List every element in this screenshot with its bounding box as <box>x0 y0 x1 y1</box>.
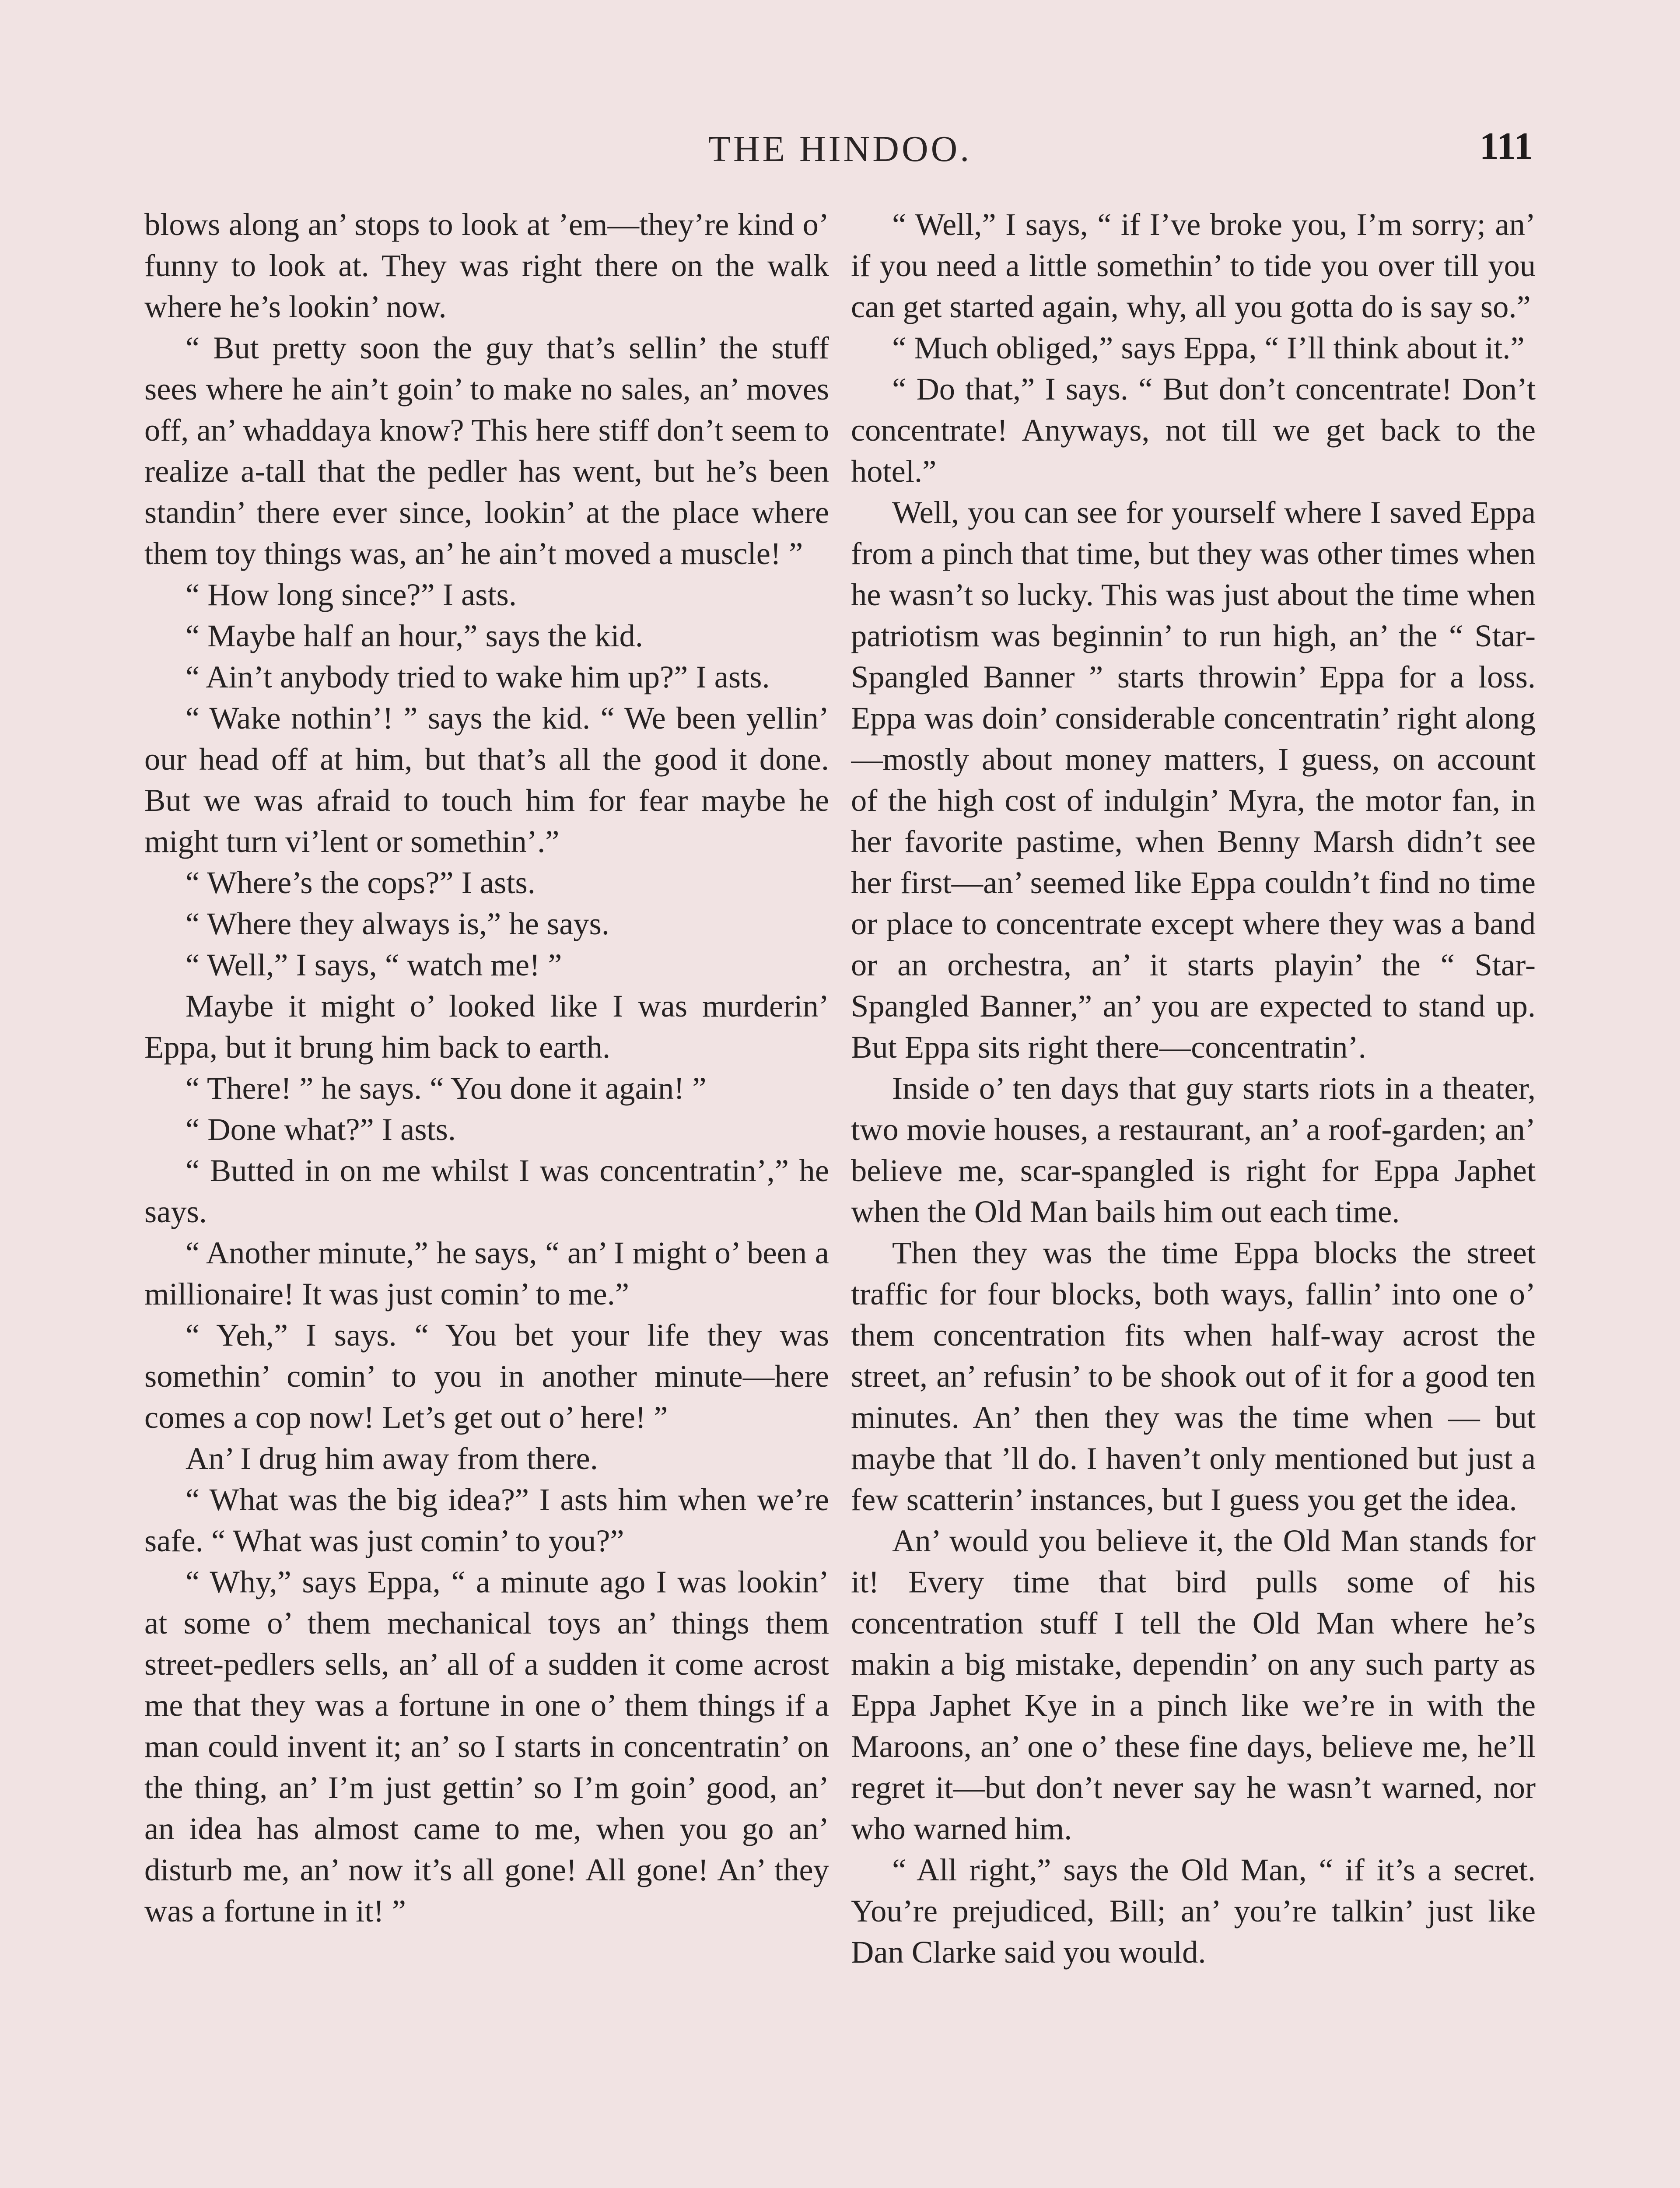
paragraph: “ Maybe half an hour,” says the kid. <box>186 618 644 653</box>
paragraph: “ Well,” I says, “ if I’ve broke you, I’m sorry; an’ if you need a little somethin’ to tide you over till you can get started again, why, all you gotta do is say so.” <box>851 207 1536 324</box>
right-column <box>851 204 1536 2188</box>
paragraph: An’ would you believe it, the Old Man stands for it! Every time that bird pulls some of his concentration stuff I tell the Old Man where he’s makin a big mistake, dependin’ on any such party as Eppa Japhet Kye in a pinch like we’re in with the Maroons, an’ one o’ these fine days, believe me, he’ll regret it—but don’t never say he wasn’t warned, nor who warned him. <box>851 1523 1536 1846</box>
paragraph: “ Done what?” I asts. <box>186 1112 456 1147</box>
paragraph: “ Well,” I says, “ watch me! ” <box>186 947 562 982</box>
paragraph: blows along an’ stops to look at ’em—they’re kind o’ funny to look at. They was right there on the walk where he’s lookin’ now. <box>144 207 829 324</box>
paragraph: “ Another minute,” he says, “ an’ I might o’ been a millionaire! It was just comin’ to me.” <box>144 1235 829 1311</box>
paragraph: Maybe it might o’ looked like I was murderin’ Eppa, but it brung him back to earth. <box>144 988 829 1065</box>
paragraph: “ But pretty soon the guy that’s sellin’ the stuff sees where he ain’t goin’ to make no sales, an’ moves off, an’ whaddaya know? This here stiff don’t seem to realize a-tall that the pedler has went, but he’s been standin’ there ever since, lookin’ at the place where them toy things was, an’ he ain’t moved a muscle! ” <box>144 330 829 571</box>
paragraph: Then they was the time Eppa blocks the street traffic for four blocks, both ways, fallin’ into one o’ them concentration fits when half-way acrost the street, an’ refusin’ to be shook out of it for a good ten minutes. An’ then they was the time when — but maybe that ’ll do. I haven’t only mentioned but just a few scatterin’ instances, but I guess you get the idea. <box>851 1235 1536 1517</box>
paragraph: Inside o’ ten days that guy starts riots in a theater, two movie houses, a restaurant, an’ a roof-garden; an’ believe me, scar-spangled is right for Eppa Japhet when the Old Man bails him out each time. <box>851 1070 1536 1229</box>
paragraph: “ Where’s the cops?” I asts. <box>186 865 536 900</box>
paragraph: “ Much obliged,” says Eppa, “ I’ll think about it.” <box>892 330 1525 365</box>
left-column <box>144 204 829 2188</box>
paragraph: “ Wake nothin’! ” says the kid. “ We been yellin’ our head off at him, but that’s all the good it done. But we was afraid to touch him for fear maybe he might turn vi’lent or somethin’.” <box>144 700 829 859</box>
paragraph: “ Yeh,” I says. “ You bet your life they was somethin’ comin’ to you in another minute—here comes a cop now! Let’s get out o’ here! ” <box>144 1317 829 1435</box>
paragraph: “ What was the big idea?” I asts him when we’re safe. “ What was just comin’ to you?” <box>144 1482 829 1558</box>
paragraph: “ All right,” says the Old Man, “ if it’s a secret. You’re prejudiced, Bill; an’ you’re talkin’ just like Dan Clarke said you would. <box>851 1852 1536 1970</box>
paragraph: Well, you can see for yourself where I saved Eppa from a pinch that time, but they was other times when he wasn’t so lucky. This was just about the time when patriotism was beginnin’ to run high, an’ the “ Star-Spangled Banner ” starts throwin’ Eppa for a loss. Eppa was doin’ considerable concentratin’ right along—mostly about money matters, I guess, on account of the high cost of indulgin’ Myra, the motor fan, in her favorite pastime, when Benny Marsh didn’t see her first—an’ seemed like Eppa couldn’t find no time or place to concentrate except where they was a band or an orchestra, an’ it starts playin’ the “ Star-Spangled Banner,” an’ you are expected to stand up. But Eppa sits right there—concentratin’. <box>851 494 1536 1065</box>
paragraph: “ Ain’t anybody tried to wake him up?” I asts. <box>186 659 770 694</box>
paragraph: “ How long since?” I asts. <box>186 577 517 612</box>
paragraph: “ Why,” says Eppa, “ a minute ago I was lookin’ at some o’ them mechanical toys an’ things them street-pedlers sells, an’ all of a sudden it come acrost me that they was a fortune in one o’ them things if a man could invent it; an’ so I starts in concentratin’ on the thing, an’ I’m just gettin’ so I’m goin’ good, an’ an idea has almost came to me, when you go an’ disturb me, an’ now it’s all gone! All gone! An’ they was a fortune in it! ” <box>144 1564 829 1929</box>
paragraph: “ Do that,” I says. “ But don’t concentrate! Don’t concentrate! Anyways, not till we get back to the hotel.” <box>851 371 1536 489</box>
running-title: THE HINDOO. <box>708 129 972 169</box>
paragraph: “ Butted in on me whilst I was concentratin’,” he says. <box>144 1153 829 1229</box>
page-number: 111 <box>1479 125 1533 168</box>
paragraph: “ There! ” he says. “ You done it again! ” <box>186 1070 707 1106</box>
paragraph: “ Where they always is,” he says. <box>186 906 610 941</box>
paragraph: An’ I drug him away from there. <box>186 1441 598 1476</box>
